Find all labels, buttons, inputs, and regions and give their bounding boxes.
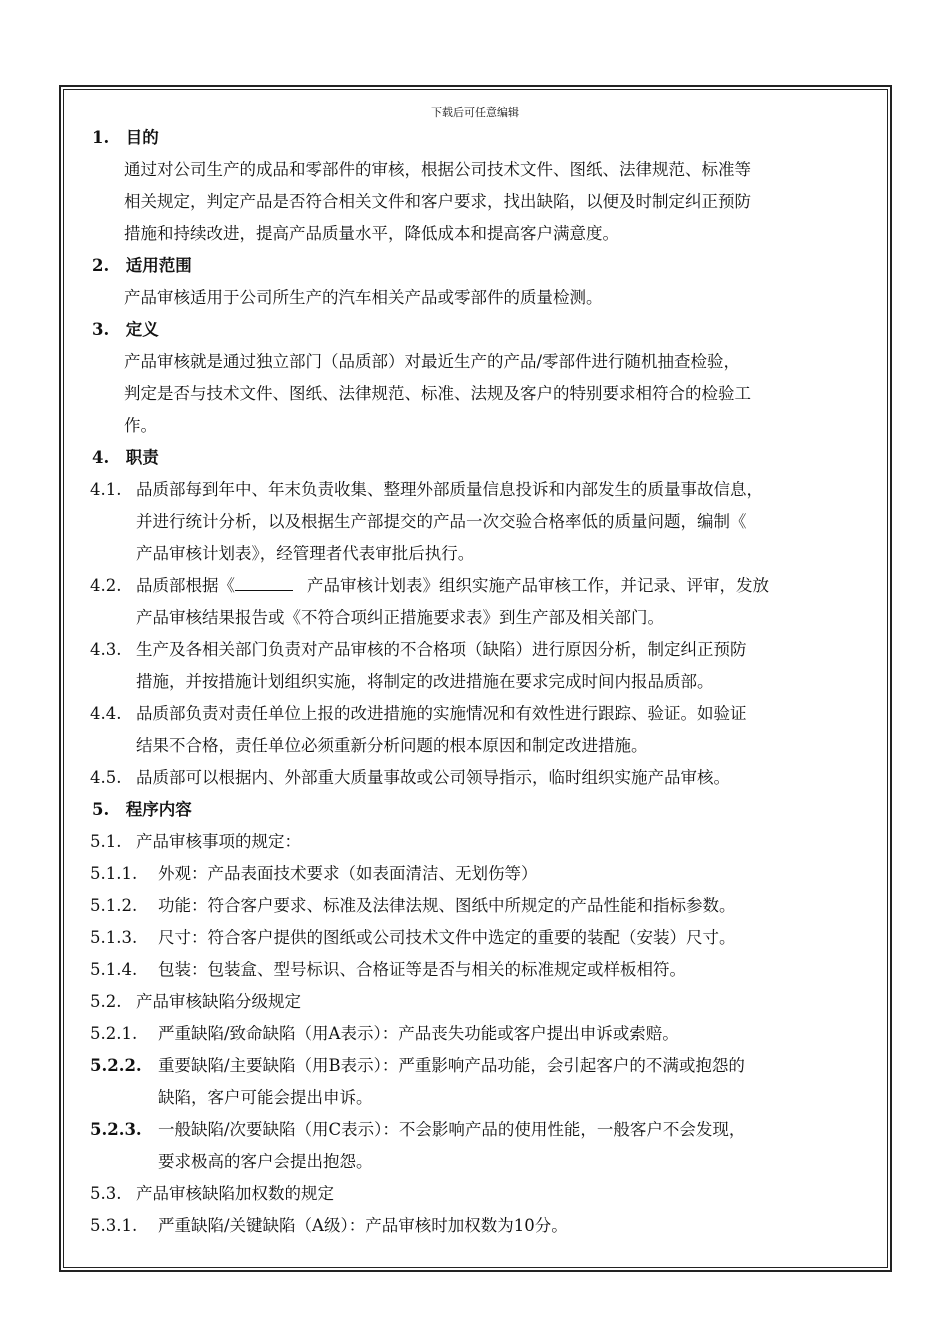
- clause-5-2-1: [90, 1024, 679, 1044]
- clause-5-1-4: [90, 960, 686, 980]
- paragraph-line: 要求极高的客户会提出抱怨。: [158, 1152, 373, 1171]
- clause-text: 生产及各相关部门负责对产品审核的不合格项（缺陷）进行原因分析，制定纠正预防: [136, 640, 747, 659]
- clause-text: 品质部根据《: [136, 576, 235, 595]
- clause-number: 5.1.2.: [90, 896, 138, 915]
- section-heading-2: [92, 256, 192, 276]
- clause-5-2-3: [90, 1120, 745, 1140]
- section-title: 程序内容: [125, 800, 192, 819]
- clause-5-1: [90, 832, 301, 852]
- header-note: 下载后可任意编辑: [431, 106, 519, 119]
- paragraph-line: 相关规定，判定产品是否符合相关文件和客户要求，找出缺陷，以便及时制定纠正预防: [124, 192, 751, 211]
- clause-4-5: [90, 768, 730, 788]
- clause-5-2: [90, 992, 301, 1012]
- fill-in-blank: [235, 576, 293, 591]
- clause-text: 产品审核缺陷分级规定: [136, 992, 301, 1011]
- clause-5-1-3: [90, 928, 736, 948]
- clause-text: 产品审核事项的规定：: [136, 832, 301, 851]
- clause-text: 一般缺陷/次要缺陷（用C表示）：不会影响产品的使用性能，一般客户不会发现，: [158, 1120, 746, 1139]
- clause-4-3: [90, 640, 747, 660]
- clause-text: 重要缺陷/主要缺陷（用B表示）：严重影响产品功能，会引起客户的不满或抱怨的: [158, 1056, 745, 1075]
- clause-number: 4.5.: [90, 768, 122, 787]
- section-number: 5.: [92, 800, 110, 819]
- clause-number: 5.1.: [90, 832, 122, 851]
- clause-5-1-1: [90, 864, 538, 884]
- clause-number: 5.1.1.: [90, 864, 138, 883]
- paragraph-line: 产品审核适用于公司所生产的汽车相关产品或零部件的质量检测。: [124, 288, 603, 307]
- clause-number: 5.2.1.: [90, 1024, 138, 1043]
- paragraph-line: 措施，并按措施计划组织实施，将制定的改进措施在要求完成时间内报品质部。: [136, 672, 714, 691]
- clause-number: 4.2.: [90, 576, 122, 595]
- clause-text: 产品审核计划表》组织实施产品审核工作，并记录、评审，发放: [307, 576, 769, 595]
- section-heading-3: [92, 320, 159, 340]
- section-heading-5: [92, 800, 192, 820]
- clause-text: 品质部负责对责任单位上报的改进措施的实施情况和有效性进行跟踪、验证。如验证: [136, 704, 747, 723]
- clause-text: 功能：符合客户要求、标准及法律法规、图纸中所规定的产品性能和指标参数。: [158, 896, 736, 915]
- section-title: 定义: [125, 320, 159, 339]
- clause-number: 4.1.: [90, 480, 122, 499]
- section-heading-1: [92, 128, 159, 148]
- clause-4-4: [90, 704, 747, 724]
- clause-number: 4.3.: [90, 640, 122, 659]
- paragraph-line: 产品审核计划表》，经管理者代表审批后执行。: [136, 544, 475, 563]
- paragraph-line: 并进行统计分析，以及根据生产部提交的产品一次交验合格率低的质量问题，编制《: [136, 512, 747, 531]
- paragraph-line: 通过对公司生产的成品和零部件的审核，根据公司技术文件、图纸、法律规范、标准等: [124, 160, 751, 179]
- clause-number: 5.1.3.: [90, 928, 138, 947]
- paragraph-line: 产品审核就是通过独立部门（品质部）对最近生产的产品/零部件进行随机抽查检验，: [124, 352, 741, 371]
- clause-number: 5.3.: [90, 1184, 122, 1203]
- section-number: 1.: [92, 128, 110, 147]
- clause-text: 严重缺陷/关键缺陷（A级）：产品审核时加权数为10分。: [158, 1216, 568, 1235]
- clause-5-3-1: [90, 1216, 568, 1236]
- clause-number: 4.4.: [90, 704, 122, 723]
- clause-text: 品质部每到年中、年末负责收集、整理外部质量信息投诉和内部发生的质量事故信息，: [136, 480, 763, 499]
- paragraph-line: 判定是否与技术文件、图纸、法律规范、标准、法规及客户的特别要求相符合的检验工: [124, 384, 751, 403]
- paragraph-line: 缺陷，客户可能会提出申诉。: [158, 1088, 373, 1107]
- clause-number: 5.3.1.: [90, 1216, 138, 1235]
- section-heading-4: [92, 448, 159, 468]
- clause-number: 5.1.4.: [90, 960, 138, 979]
- section-number: 2.: [92, 256, 110, 275]
- clause-number: 5.2.: [90, 992, 122, 1011]
- section-title: 职责: [125, 448, 159, 467]
- clause-5-3: [90, 1184, 334, 1204]
- paragraph-line: 结果不合格，责任单位必须重新分析问题的根本原因和制定改进措施。: [136, 736, 648, 755]
- clause-text: 产品审核缺陷加权数的规定: [136, 1184, 334, 1203]
- paragraph-line: 产品审核结果报告或《不符合项纠正措施要求表》到生产部及相关部门。: [136, 608, 664, 627]
- section-title: 适用范围: [125, 256, 192, 275]
- clause-4-2: [90, 576, 769, 596]
- clause-5-2-2: [90, 1056, 745, 1076]
- section-title: 目的: [125, 128, 159, 147]
- clause-number: 5.2.2.: [90, 1056, 142, 1075]
- clause-4-1: [90, 480, 763, 500]
- clause-5-1-2: [90, 896, 736, 916]
- paragraph-line: 作。: [124, 416, 157, 435]
- clause-number: 5.2.3.: [90, 1120, 142, 1139]
- paragraph-line: 措施和持续改进，提高产品质量水平，降低成本和提高客户满意度。: [124, 224, 619, 243]
- clause-text: 尺寸：符合客户提供的图纸或公司技术文件中选定的重要的装配（安装）尺寸。: [158, 928, 736, 947]
- section-number: 3.: [92, 320, 110, 339]
- clause-text: 品质部可以根据内、外部重大质量事故或公司领导指示，临时组织实施产品审核。: [136, 768, 730, 787]
- section-number: 4.: [92, 448, 110, 467]
- clause-text: 包装：包装盒、型号标识、合格证等是否与相关的标准规定或样板相符。: [158, 960, 686, 979]
- clause-text: 严重缺陷/致命缺陷（用A表示）：产品丧失功能或客户提出申诉或索赔。: [158, 1024, 679, 1043]
- clause-text: 外观：产品表面技术要求（如表面清洁、无划伤等）: [158, 864, 538, 883]
